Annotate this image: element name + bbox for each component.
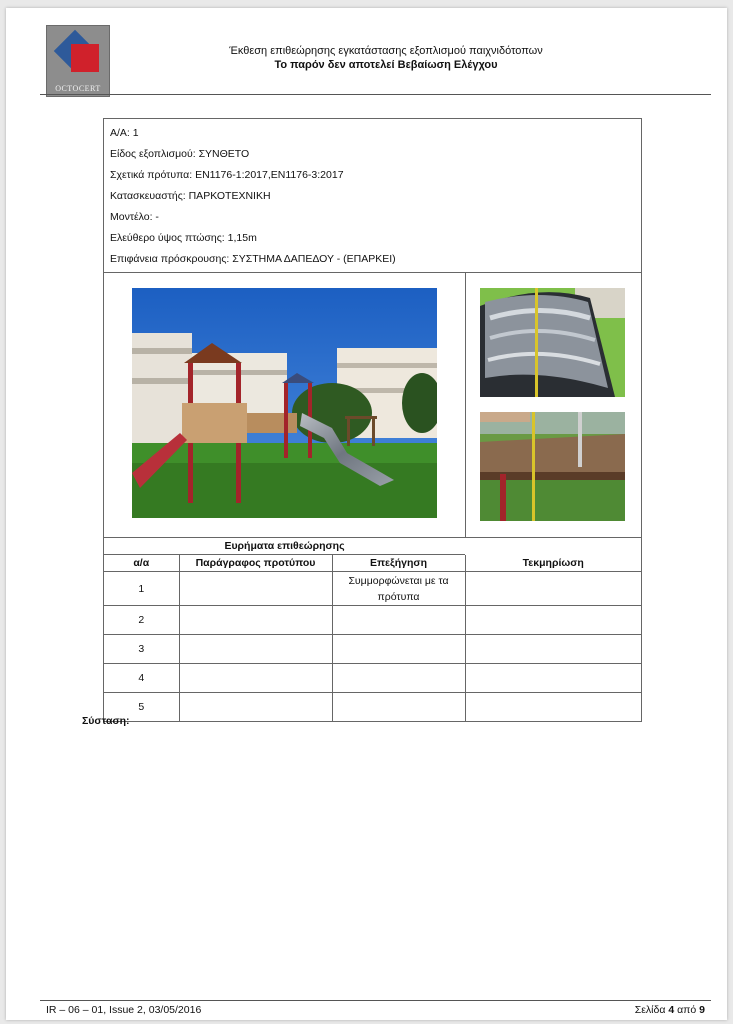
footer-divider	[40, 1000, 711, 1001]
table-cell	[465, 635, 641, 664]
page-label: Σελίδα	[634, 1004, 666, 1016]
info-manufacturer: Κατασκευαστής: ΠΑΡΚΟΤΕΧΝΙΚΗ	[110, 190, 271, 202]
table-cell	[179, 664, 332, 693]
octocert-logo	[46, 25, 110, 97]
document-page	[6, 8, 727, 1020]
photos-row	[104, 273, 641, 538]
table-cell	[332, 606, 465, 635]
table-row	[104, 606, 641, 635]
table-cell	[465, 664, 641, 693]
column-header-explanation: Επεξήγηση	[332, 555, 465, 572]
document-reference: IR – 06 – 01, Issue 2, 03/05/2016	[46, 1004, 202, 1016]
table-cell	[179, 606, 332, 635]
page-current: 4	[668, 1004, 675, 1016]
table-cell: 5	[104, 693, 179, 722]
side-photos-cell	[466, 273, 641, 537]
platform-detail-photo	[480, 412, 625, 521]
info-equipment-type: Είδος εξοπλισμού: ΣΥΝΘΕΤΟ	[110, 148, 250, 160]
table-cell	[332, 635, 465, 664]
table-row	[104, 635, 641, 664]
main-photo-cell	[104, 273, 466, 537]
table-cell	[332, 664, 465, 693]
table-cell	[179, 693, 332, 722]
page-total: 9	[699, 1004, 705, 1016]
column-header-standard-paragraph: Παράγραφος προτύπου	[179, 555, 332, 572]
table-row	[104, 572, 641, 606]
info-serial: Α/Α: 1	[110, 127, 139, 139]
logo-text: OCTOCERT	[55, 84, 101, 93]
table-cell: 2	[104, 606, 179, 635]
table-cell	[332, 693, 465, 722]
equipment-info	[104, 119, 641, 273]
table-cell	[179, 572, 332, 606]
report-disclaimer: Το παρόν δεν αποτελεί Βεβαίωση Ελέγχου	[274, 59, 498, 71]
info-free-fall-height: Ελεύθερο ύψος πτώσης: 1,15m	[110, 232, 257, 244]
report-title: Έκθεση επιθεώρησης εγκατάστασης εξοπλισμού παιχνιδότοπων	[229, 45, 543, 57]
page-of-label: από	[677, 1004, 697, 1016]
logo-square-shape	[71, 44, 99, 72]
table-cell: Συμμορφώνεται με τα πρότυπα	[332, 572, 465, 606]
table-row	[104, 693, 641, 722]
playground-photo	[132, 288, 437, 518]
findings-table	[104, 555, 641, 721]
info-standards: Σχετικά πρότυπα: EN1176-1:2017,EN1176-3:2017	[110, 169, 344, 181]
column-header-documentation: Τεκμηρίωση	[465, 555, 641, 572]
table-cell	[465, 606, 641, 635]
table-cell: 4	[104, 664, 179, 693]
findings-title: Ευρήματα επιθεώρησης	[104, 538, 465, 555]
header-divider	[40, 94, 711, 95]
page-number	[635, 1004, 705, 1016]
recommendation-label: Σύσταση:	[82, 715, 130, 727]
table-cell: 3	[104, 635, 179, 664]
column-header-serial: α/α	[133, 557, 150, 569]
table-cell	[465, 693, 641, 722]
info-impact-surface: Επιφάνεια πρόσκρουσης: ΣΥΣΤΗΜΑ ΔΑΠΕΔΟΥ - (ΕΠΑΡΚΕΙ)	[110, 253, 396, 265]
table-cell: 1	[104, 572, 179, 606]
info-model: Μοντέλο: -	[110, 211, 159, 223]
equipment-frame	[103, 118, 642, 722]
slide-tube-detail-photo	[480, 288, 625, 397]
table-cell	[179, 635, 332, 664]
table-row	[104, 664, 641, 693]
table-cell	[465, 572, 641, 606]
findings-header-row	[104, 555, 641, 572]
